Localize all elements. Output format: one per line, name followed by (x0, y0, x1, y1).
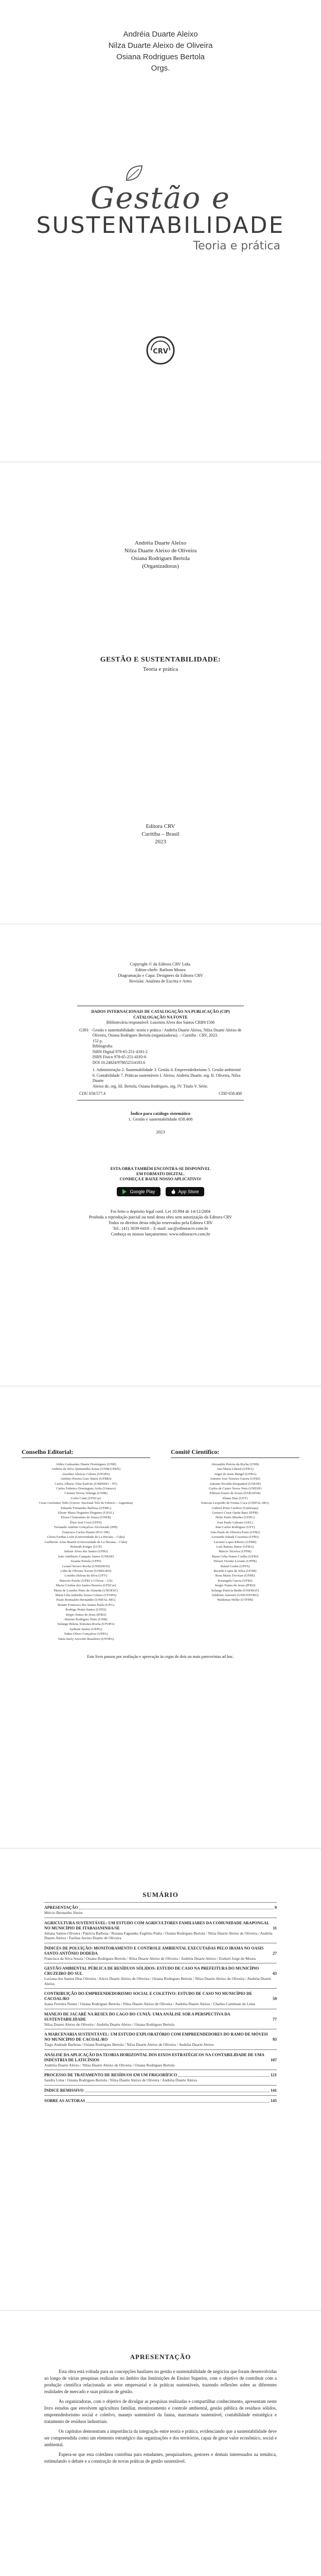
crv-logo-icon (145, 335, 176, 366)
availability-line: CONHEÇA E BAIXE NOSSO APLICATIVO! (119, 1177, 202, 1181)
editorial-member: Celso Conti (UFSCar) (70, 1496, 101, 1500)
editorial-member: Carlos Alberto Vilar Estêvão (UMINHO – PT) (55, 1482, 117, 1486)
editorial-member: Carlos Federico Dominguez Avila (Unieuro) (56, 1487, 116, 1491)
catalog-code: G393 (79, 1027, 88, 1032)
summary-item-page: 9 (275, 1905, 277, 1910)
editorial-member: Lourdes Helena da Silva (UFV) (64, 1574, 108, 1578)
scientific-member: Rafael Godoi (UFFS) (220, 1564, 250, 1568)
editorial-member: Cesar Gerónimo Tello (Univer. Nacional Três de Febrero – Argentina) (39, 1501, 133, 1505)
copyright-address (0, 1209, 321, 1237)
google-play-button[interactable] (117, 1187, 160, 1196)
summary-item-page: 59 (273, 1996, 277, 2001)
editorial-member: João Adalberto Campato Junior (UNESP) (58, 1554, 114, 1558)
summary-item-page: 107 (271, 2057, 277, 2062)
catalog-body (79, 1028, 242, 1090)
summary-item-page: 43 (273, 1971, 277, 1976)
summary-item-page: 77 (273, 2016, 277, 2022)
scientific-member: Valdemir Antoneli (UNICENTRO) (211, 1593, 259, 1597)
apple-icon (171, 1189, 176, 1194)
play-store-icon (122, 1189, 127, 1194)
editorial-member: Carmen Tereza Velanga (UNIR) (64, 1492, 108, 1496)
scientific-member: Jean Carlos Rodrigues (UFT) (215, 1526, 255, 1530)
summary-item[interactable] (44, 2029, 277, 2049)
scientific-member: Solange Patrícia Bedin (UNEMAT) (211, 1588, 259, 1592)
availability-line: ESTA OBRA TAMBÉM ENCONTRA-SE DISPONÍVEL (110, 1166, 211, 1171)
address-line: Tel.: (41) 3039-6418 – E-mail: sac@editoracrv.com.br (113, 1226, 208, 1231)
summary-item-row (44, 1946, 277, 1956)
editorial-member: Jailson Alves dos Santos (UFRJ) (64, 1550, 108, 1554)
editorial-council-list (22, 1462, 150, 1641)
availability-line: EM FORMATO DIGITAL. (136, 1172, 185, 1176)
scientific-member: Gustavo Cesar Ojeda Baez (IFPR) (212, 1511, 258, 1515)
systematic-index-line: 1. Gestão e sustentabilidade 658.408 (128, 1116, 193, 1122)
summary-list (44, 1902, 277, 2106)
cover-authors (0, 29, 321, 74)
summary-item-title: CONTRIBUIÇÃO DO EMPREENDEDORISMO SOCIAL E COLETIVO: ESTUDO DE CASO NO MUNICÍPIO DE CACOAL/RO (44, 1991, 253, 2001)
title-page-author: Osiana Rodrigues Bertola (131, 555, 190, 562)
summary-item-title: GESTÃO AMBIENTAL PÚBLICA DE RESÍDUOS SÓLIDOS: ESTUDO DE CASO NA PREFEITURA DO MUNICÍPIO CRUZEIRO DO SUL (44, 1966, 259, 1976)
title-page-author: Andréia Duarte Aleixo (134, 540, 187, 546)
catalog-header: DADOS INTERNACIONAIS DE CATALOGAÇÃO NA PUBLICAÇÃO (CIP) CATALOGAÇÃO NA FONTE (91, 1009, 230, 1020)
scientific-member: Estevan Leopoldo de Freitas Coca (UNIFAL-MG) (201, 1501, 269, 1505)
editorial-member: Lídia de Oliveira Xavier (UNIEURO) (60, 1569, 112, 1573)
copyright-line: Copyright © da Editora CRV Ltda. (130, 961, 191, 967)
title-page-role: (Organizadoras) (142, 563, 179, 569)
scientific-member: Leonardo Sahadi Cossenza (UFRJ) (211, 1535, 259, 1539)
scientific-member: Nelson Vicente Lovatto (UFPR) (213, 1560, 257, 1564)
catalog-line: ISBN Digital 978-65-251-4181-2 (92, 1049, 148, 1054)
summary-page (0, 1849, 321, 2311)
cover-author: Osiana Rodrigues Bertola (116, 53, 205, 61)
editorial-member: Paulo Romualdo Hernandes (UNIFAL-MG) (56, 1598, 116, 1602)
summary-item[interactable] (44, 2049, 277, 2070)
scientific-council-list (171, 1462, 299, 1603)
address-line: Todos os direitos desta edição reservados pela Editora CRV (108, 1220, 213, 1225)
summary-item-row (44, 1966, 277, 1976)
editorial-member: Josania Portela (UFPI) (70, 1560, 101, 1564)
copyright-editor: Editor-chefe: Railson Moura (135, 967, 186, 972)
summary-item-row (44, 1905, 277, 1910)
editorial-member: Simone Rodrigues Pinto (UNB) (64, 1618, 108, 1621)
editorial-member: Leonel Severo Rocha (UNISINOS) (62, 1564, 110, 1568)
summary-item-authors: Sandra Lima / Osiana Rodrigues Bertola / Nilza Duarte Aleixo de Oliveira / Andréia Duarte Aleixo (44, 2078, 198, 2082)
presentation-body (44, 2368, 277, 2468)
catalog-line: Aleixo de, org. III. Bertola, Osiana Rodrigues, org. IV. Título V. Série. (92, 1083, 208, 1089)
summary-item-row (44, 2012, 277, 2022)
scientific-member: Maria Celia Nunes Coelho (UFRJ) (211, 1554, 259, 1558)
summary-item-row (44, 2088, 277, 2093)
copyright-diagram: Diagramação e Capa: Designers da Editora CRV (118, 973, 203, 978)
summary-item-row (44, 2098, 277, 2104)
summary-item-authors: Joana Ferreira Nunes / Osiana Rodrigues Bertola / Nilza Duarte Aleixo de Oliveira / Andréia Duarte Aleixo / Charles Carminati de Lima (44, 2002, 255, 2006)
catalog-line: ISBN Físico 978-65-251-4183-6 (92, 1055, 147, 1059)
title-page-title: GESTÃO E SUSTENTABILIDADE: (100, 656, 221, 664)
summary-item-authors: Mércio Bernardes Júnior (44, 1910, 83, 1915)
crv-logo-text: CRV (153, 348, 168, 355)
summary-item-row (44, 2073, 277, 2078)
title-page (0, 462, 321, 924)
scientific-member: Angel de Jesus Rangel (UFBA) (213, 1472, 257, 1476)
scientific-member: Waldemar Heller (UTFPR) (217, 1598, 254, 1602)
scientific-member: João Paulo de Oliveira Porto (UFRJ) (210, 1530, 260, 1534)
summary-item-authors: Juliana Santos Oliveira / Patrícia Barbosa / Rosana Fagundes Eugênio Pedra / Osiana Rodrigues Bertola / Nilza Duarte Aleixo de Oliveira / Andréia Duarte Aleixo / Fazlina Juvino Duarte de Oliveira (44, 1930, 273, 1940)
editorial-member: Elione Maria Nogueira Diogenes (UFAL) (58, 1511, 114, 1515)
scientific-member: Luciano Lopes Ribeiro (UFRB) (213, 1540, 257, 1544)
summary-item-page: 93 (273, 2037, 277, 2042)
summary-item-title: AGRICULTURA SUSTENTÁVEL: UM ESTUDO COM AGRICULTORES FAMILIARES DA COMUNIDADE ARAPONGAL NO MUNICÍPIO DE ITABAIANINHA/SE (44, 1920, 270, 1930)
editorial-member: Anselmo Alencar Colares (UFOPA) (62, 1472, 110, 1476)
editorial-council-title: Conselho Editorial: (22, 1448, 150, 1458)
summary-item-title: PROCESSO DE TRATAMENTO DE RESÍDUOS EM UM FRIGORÍFICO (44, 2073, 177, 2077)
catalog-line: DOI 10.24824/978652514183.6 (92, 1060, 146, 1065)
summary-item[interactable] (44, 1918, 277, 1943)
scientific-member: Alexandre Pereira da Rocha (UNB) (211, 1463, 259, 1466)
summary-item-page: 11 (273, 1925, 277, 1930)
editorial-member: Helmuth Krüger (UCP) (70, 1545, 102, 1549)
summary-item-title: A MARCENARIA SUSTENTÁVEL: UM ESTUDO EXPLORATÓRIO COM EMPREENDEDORES DO RAMO DE MÓVEIS NO MUNICÍPIO DE CACOAL/RO (44, 2032, 269, 2042)
summary-leader-dots (86, 2102, 270, 2103)
scientific-member: Márcio Teixeira (UFPR) (219, 1550, 252, 1554)
presentation-title: APRESENTAÇÃO (130, 2353, 191, 2361)
editorial-member: Marcelo Paixão (UFRJ e UTexas – US) (59, 1579, 113, 1583)
councils-footer: Este livro passou por avaliação e aprovação às cegas de dois ou mais pareceristas ad hoc. (87, 1654, 234, 1659)
app-store-label: App Store (178, 1189, 199, 1194)
publisher-name: Editora CRV (146, 823, 175, 829)
summary-item-authors: Luciana dos Santos Dias Oliveira / Alicio Duarte Aleixo de Oliveira / Osiana Rodrigues Bertola / Nilza Duarte Aleixo de Oliveira / Andréia Duarte Aleixo (44, 1976, 271, 1986)
title-page-authors (0, 539, 321, 570)
cover-title-line2: SUSTENTABILIDADE (36, 212, 285, 239)
title-page-publisher (0, 823, 321, 846)
editorial-member: Elizeu Clementino de Souza (UNEB) (61, 1516, 111, 1520)
summary-item[interactable] (44, 1963, 277, 1988)
presentation-paragraph: As organizadoras, com o objetivo de divulgar as pesquisas realizadas e compartilhar conhecimento, apresentam neste livro estudos que envolvem agricultura familiar, monitoramento e controle ambiental, gestão pública de resíduos sólidos, empreendedorismo social e coletivo, manejo sustentável da fauna, marcenaria sustentável, contabilidade estratégica e tratamento de resíduos industriais. (44, 2399, 277, 2424)
address-line: Foi feito o depósito legal conf. Lei 10.994 de 14/12/2004 (110, 1209, 211, 1214)
catalog-line: Bibliografia (92, 1044, 113, 1048)
summary-item-row (44, 1921, 277, 1931)
scientific-member: Antonio Jose Teixeira Guerra (UFRJ) (210, 1477, 260, 1481)
editorial-member: Andréia da Silva Quintanilha Sousa (UNIR/UFRN) (51, 1467, 121, 1471)
catalog-line: 152 p. (92, 1038, 103, 1043)
summary-item-authors: Francisca da Silva Souza / Osiana Rodrigues Bertola / Nilza Duarte Aleixo de Oliveira / Andréia Duarte Aleixo / Ezekiel Jorge de Moura (44, 1956, 256, 1961)
summary-item[interactable] (44, 1943, 277, 1963)
address-line: Conheça os nossos lançamentos: www.editoracrv.com.br (111, 1231, 210, 1236)
councils-page (0, 1386, 321, 1849)
summary-item-row (44, 2032, 277, 2042)
catalog-line: Gestão e sustentabilidade: teoria e prática / Andréia Duarte Aleixo, Nilza Duarte Aleixo de (92, 1027, 242, 1032)
scientific-member: Ricardo Lopes da Silva (UFSB) (213, 1569, 257, 1573)
app-store-button[interactable] (166, 1187, 204, 1196)
summary-title: SUMÁRIO (142, 1891, 179, 1899)
summary-item-authors: Tiago Andrade Barbosa / Osiana Rodrigues Bertola / Nilza Duarte Aleixo de Oliveira / Andréia Duarte Aleixo (44, 2042, 214, 2047)
google-play-label: Google Play (130, 1189, 155, 1194)
editorial-member: Solange Helena Ximenes-Rocha (UFOPA) (57, 1622, 115, 1626)
editorial-member: Sérgio Nunes de Jesus (IFRO) (65, 1613, 106, 1617)
summary-item-authors: Nilza Duarte Aleixo de Oliveira / Andréia Duarte Aleixo / Osiana Rodrigues Bertola (44, 2022, 174, 2027)
scientific-member: Luiz Batista Júnior (UFBA) (216, 1545, 254, 1549)
digital-availability (0, 1166, 321, 1182)
scientific-member: Gabriel Porta Cardoso (Unifesspa) (211, 1506, 259, 1510)
catalog-class-row (79, 1091, 242, 1097)
summary-item[interactable] (44, 1988, 277, 2009)
summary-item-row (44, 2053, 277, 2063)
publisher-city: Curitiba – Brasil (141, 831, 180, 837)
presentation-paragraph: Os capítulos demonstram a importância da integração entre teoria e prática, evidenciando que a sustentabilidade deve ser compreendida como um elemento estratégico das organizações e dos territórios, capaz de gerar valor econômico, social e ambiental. (44, 2429, 277, 2447)
councils (0, 1448, 321, 1641)
catalog-card (77, 1006, 244, 1100)
editorial-council (22, 1448, 150, 1641)
summary-item[interactable] (44, 2085, 277, 2095)
editorial-member: Tania Suely Azevedo Brasileiro (UFOPA) (58, 1637, 114, 1641)
summary-item-page: 145 (271, 2098, 277, 2103)
summary-item[interactable] (44, 2095, 277, 2106)
scientific-council (171, 1448, 299, 1641)
editorial-member: Tadeu Oliver Gonçalves (UFPA) (64, 1632, 108, 1636)
summary-item-title: MANEJO DE JACARÉ NA RESEX DO LAGO DO CUNIÃ: UMA ANÁLISE SOB A PERSPECTIVA DA SUSTENTABILIDADE (44, 2011, 230, 2022)
editorial-member: Élsio José Corá (UFFS) (70, 1520, 102, 1524)
catalog-line: 6. Contabilidade 7. Práticas sustentáveis I. Aleixo, Andréia Duarte, org. II. Oliveira, Nilza Duarte (92, 1073, 241, 1083)
title-page-subtitle: Teoria e prática (142, 666, 179, 672)
editorial-member: Antônio Pereira Gaio Júnior (UFRRJ) (60, 1477, 112, 1481)
scientific-member: Helio Paulo Mendes (UEPG) (215, 1516, 255, 1520)
copyright-review: Revisão: Analista de Escrita e Artes (129, 978, 192, 984)
title-page-author: Nilza Duarte Aleixo de Oliveira (124, 548, 197, 554)
summary-item[interactable] (44, 2009, 277, 2029)
catalog-lines (93, 1028, 242, 1090)
scientific-member: Eliane Dias (UFT) (222, 1496, 248, 1500)
scientific-member: Rosangela Garcia (UFRJ) (218, 1579, 253, 1583)
scientific-council-title: Comitê Científico: (171, 1448, 299, 1458)
scientific-member: Antonio Nivaldo Hespanhol (UNESP) (209, 1482, 261, 1486)
summary-item-title: ANÁLISE DA APLICAÇÃO DA TEORIA HORIZONTAL DOS EIXOS ESTRATÉGICOS NA CONTABILIDADE DE UMA INDÚSTRIA DE LATICÍNIOS (44, 2052, 264, 2062)
scientific-member: Carlos de Castro Neves Neto (UNESP) (209, 1487, 261, 1491)
editorial-member: Francisco Carlos Duarte (PUC-PR) (62, 1530, 110, 1534)
editorial-member: Maria Lília Imbiriba Sousa Colares (UFOPA) (55, 1593, 117, 1597)
editorial-member: Maria Cristina dos Santos Bezerra (UFSCar) (56, 1584, 116, 1588)
systematic-index-title: Índice para catálogo sistemático (130, 1111, 191, 1116)
summary-item-page: 121 (271, 2073, 277, 2077)
editorial-member: Rodrigo Pratte-Santos (UFES) (65, 1608, 106, 1612)
presentation-paragraph: Esta obra está voltada para as concepções basilares no gestão e sustentabilidade de negócios que foram desenvolvidas ao longo de várias pesquisas realizadas no âmbito das Instituições de Ensino Superior, com o objetivo de contribuir com a produção científica relacionada ao setor empresarial e às práticas sustentáveis, trazendo reflexões sobre as diferentes realidades de mercado e suas práticas de gestão. (44, 2369, 277, 2394)
presentation-paragraph: Espera-se que esta coletânea contribua para estudantes, pesquisadores, gestores e demais interessados na temática, estimulando o debate e a construção de novas práticas de gestão sustentável. (44, 2452, 277, 2464)
cover-author: Andréia Duarte Aleixo (123, 30, 198, 39)
summary-item-title: APRESENTAÇÃO (44, 1905, 78, 1910)
summary-item-page: 141 (271, 2088, 277, 2093)
copyright-page (0, 924, 321, 1386)
summary-item[interactable] (44, 2070, 277, 2085)
scientific-member: Rosa Maria Trevisan (UFPR) (215, 1574, 255, 1578)
address-line: Proibida a reprodução parcial ou total desta obra sem autorização da Editora CRV (88, 1214, 233, 1219)
editorial-member: Maria de Lourdes Pinto de Almeida (UNOESC) (53, 1588, 118, 1592)
summary-item-title: ÍNDICES DE POLUIÇÃO: MONITORAMENTO E CONTROLE AMBIENTAL EXECUTADAS PELO IBAMA NO OASIS SANTO ANTÔNIO DODEDA (44, 1945, 264, 1956)
store-badges (0, 1187, 321, 1196)
cover-page (0, 0, 321, 462)
catalog-line: Oliveira, Osiana Rodrigues Bertola (organizadoras). – Curitiba : CRV, 2023. (92, 1033, 218, 1038)
summary-leader-dots (178, 2076, 270, 2077)
scientific-member: Sergio Nunes de Jesus (IFRO) (215, 1584, 256, 1588)
summary-item-authors: Andréia Duarte Aleixo / Nilza Duarte Aleixo de Oliveira / Osiana Rodrigues Bertola (44, 2062, 175, 2067)
presentation-page (0, 2311, 321, 2576)
summary-item-page: 27 (273, 1951, 277, 1956)
summary-item-row (44, 1991, 277, 2002)
catalog-librarian: Bibliotecária responsável: Luzenira Alves dos Santos CRB9/1506 (106, 1020, 215, 1025)
cover-author: Nilza Duarte Aleixo de Oliveira (108, 41, 213, 50)
cover-subtitle: Teoria e prática (193, 240, 280, 252)
summary-item-title: ÍNDICE REMISSIVO (44, 2088, 84, 2093)
copyright-year: 2023 (156, 1129, 165, 1134)
editorial-member: Aldira Guimarães Duarte Domínguez (UNB) (56, 1463, 116, 1466)
publisher-year: 2023 (155, 839, 166, 845)
copyright-header (0, 961, 321, 984)
catalog-cdu: CDU 658:577.4 (79, 1091, 106, 1096)
scientific-member: Edilson Soares de Souza (FABAPAR) (209, 1492, 261, 1496)
cover-role: Orgs. (151, 64, 170, 73)
systematic-index (0, 1111, 321, 1135)
summary-item-title: SOBRE AS AUTORAS (44, 2098, 85, 2103)
scientific-member: Ivan Paulo Galeano (UEL) (217, 1520, 253, 1524)
editorial-member: Guillermo Arias Beatón (Universidade de La Havana – Cuba) (44, 1540, 128, 1544)
editorial-member: Sydione Santos (UEPG) (69, 1627, 102, 1631)
editorial-member: Eduardo Fernandes Barbosa (UFMG) (60, 1506, 112, 1510)
editorial-member: Fernando Antônio Gonçalves Alcoforado (IPB) (54, 1526, 118, 1530)
editorial-member: Renato Francisco dos Santos Paula (UFG) (58, 1603, 114, 1607)
scientific-member: Ana Maria Liberal (UFBA) (217, 1467, 254, 1471)
editorial-member: Gloria Fariñas León (Universidade de La Havana – Cuba) (47, 1535, 125, 1539)
summary-item[interactable] (44, 1902, 277, 1918)
catalog-line: 1. Administração 2. Sustentabilidade 3. Gestão 4. Empreendedorismo 5. Gestão ambiental (92, 1067, 241, 1072)
catalog-cdd: CDD 658.408 (219, 1091, 242, 1096)
cover-title-line1: Gestão e (91, 180, 230, 215)
cover-title (0, 180, 321, 252)
